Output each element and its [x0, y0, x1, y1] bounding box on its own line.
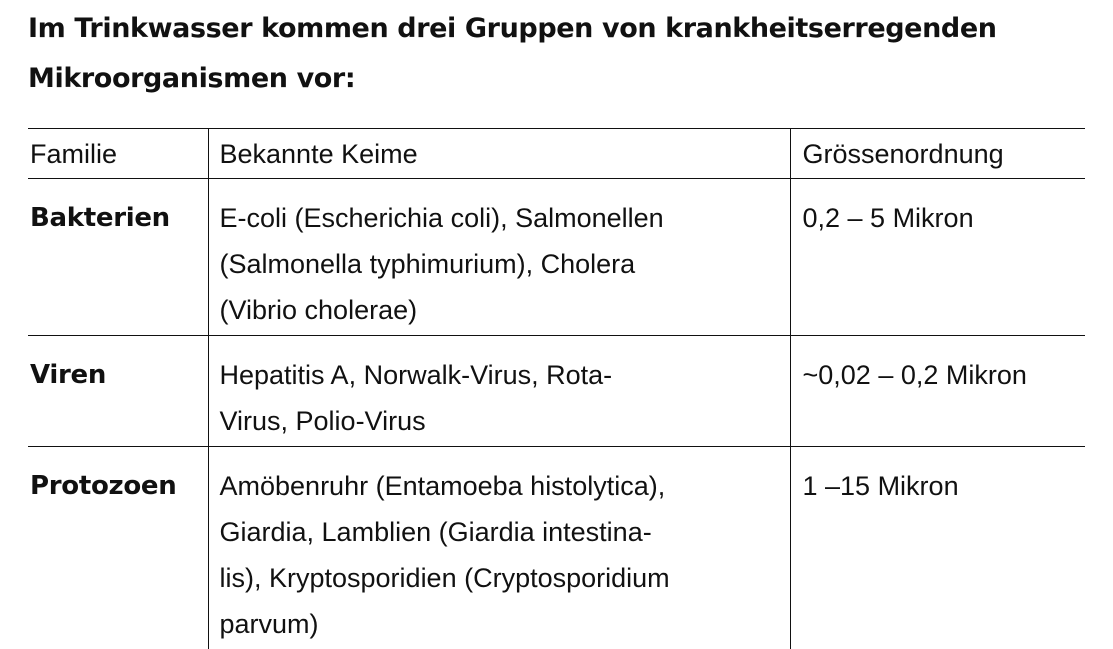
keime-line: (Vibrio cholerae): [220, 287, 782, 333]
keime-line: Hepatitis A, Norwalk-Virus, Rota-: [220, 352, 782, 398]
groesse-cell: 1 –15 Mikron: [790, 447, 1085, 649]
microorganism-table: [28, 128, 1085, 649]
table-row-protozoen: [28, 447, 1085, 649]
groesse-cell: 0,2 – 5 Mikron: [790, 179, 1085, 336]
keime-line: parvum): [220, 601, 782, 647]
table-row-viren: [28, 336, 1085, 447]
keime-line: E-coli (Escherichia coli), Salmonellen: [220, 195, 782, 241]
familie-cell: Viren: [28, 336, 208, 447]
table-header-row: [28, 129, 1085, 179]
familie-cell: Bakterien: [28, 179, 208, 336]
keime-line: (Salmonella typhimurium), Cholera: [220, 241, 782, 287]
familie-cell: Protozoen: [28, 447, 208, 649]
groesse-cell: ~0,02 – 0,2 Mikron: [790, 336, 1085, 447]
keime-cell: [208, 336, 790, 447]
column-header-familie: Familie: [28, 129, 208, 179]
heading-line-1: Im Trinkwasser kommen drei Gruppen von krankheitserregenden: [28, 4, 1088, 54]
keime-line: Virus, Polio-Virus: [220, 398, 782, 444]
table-row-bakterien: [28, 179, 1085, 336]
keime-line: lis), Kryptosporidien (Cryptosporidium: [220, 555, 782, 601]
keime-cell: [208, 179, 790, 336]
keime-cell: [208, 447, 790, 649]
page-heading: [28, 4, 1088, 104]
keime-line: Giardia, Lamblien (Giardia intestina-: [220, 509, 782, 555]
keime-line: Amöbenruhr (Entamoeba histolytica),: [220, 463, 782, 509]
column-header-groesse: Grössenordnung: [790, 129, 1085, 179]
column-header-keime: Bekannte Keime: [208, 129, 790, 179]
heading-line-2: Mikroorganismen vor:: [28, 54, 1088, 104]
